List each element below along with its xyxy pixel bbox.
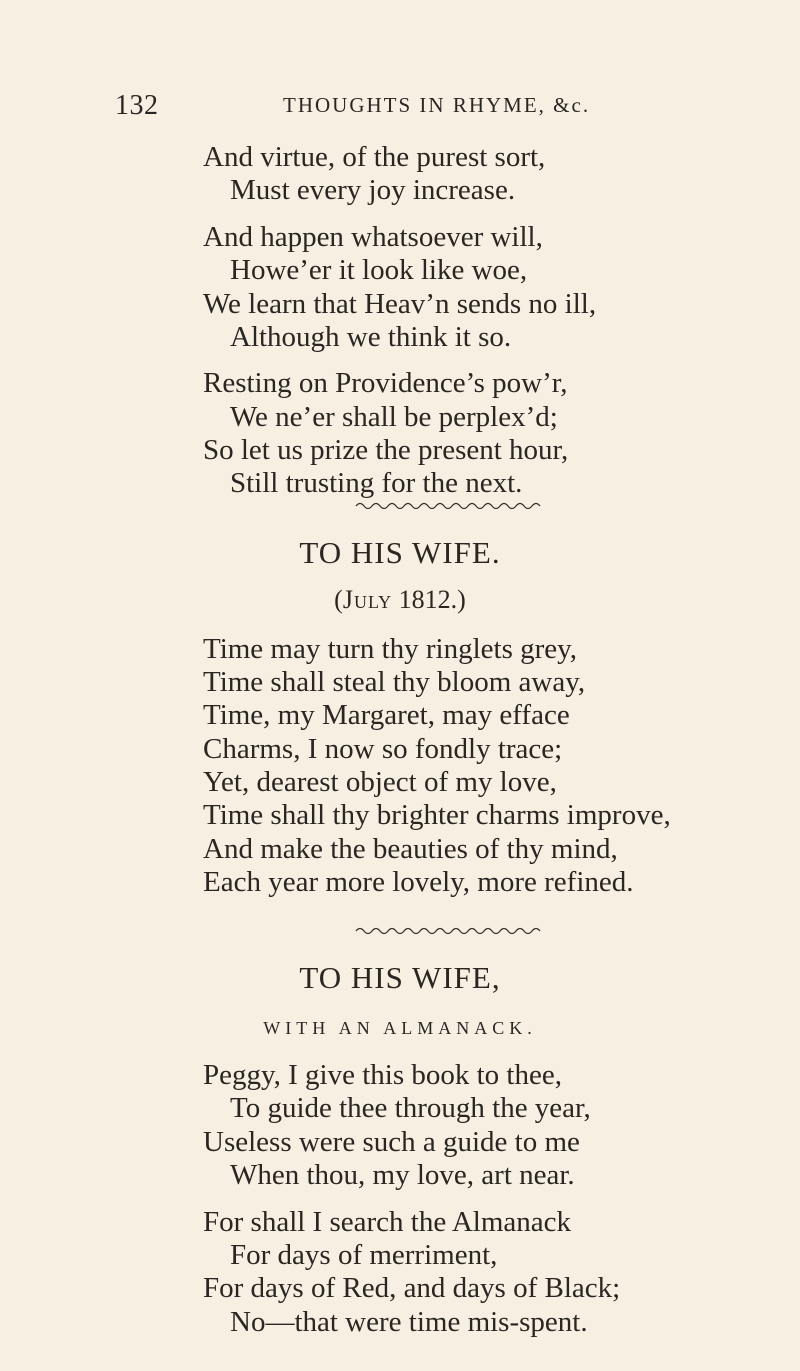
running-head: THOUGHTS IN RHYME, &c.: [283, 93, 591, 117]
verse-line: For shall I search the Almanack: [203, 1206, 572, 1238]
wavy-divider: [354, 500, 544, 512]
date-rest: 1812.): [392, 585, 466, 614]
verse-line: Time shall steal thy bloom away,: [203, 666, 586, 698]
page-number: 132: [115, 90, 159, 121]
verse-line: Resting on Providence’s pow’r,: [203, 367, 568, 399]
verse-line: And happen whatsoever will,: [203, 221, 543, 253]
verse-line: We ne’er shall be perplex’d;: [230, 401, 558, 433]
verse-line: Yet, dearest object of my love,: [203, 766, 557, 798]
verse-line: No—that were time mis-spent.: [230, 1306, 588, 1338]
verse-line: Howe’er it look like woe,: [230, 254, 528, 286]
verse-line: And virtue, of the purest sort,: [203, 141, 546, 173]
verse-line: To guide thee through the year,: [230, 1092, 591, 1124]
verse-line: Still trusting for the next.: [230, 467, 523, 499]
verse-line: Useless were such a guide to me: [203, 1126, 580, 1158]
verse-line: For days of merriment,: [230, 1239, 498, 1271]
verse-line: Each year more lovely, more refined.: [203, 866, 634, 898]
verse-line: And make the beauties of thy mind,: [203, 833, 618, 865]
date-open: (: [334, 585, 343, 614]
verse-line: So let us prize the present hour,: [203, 434, 569, 466]
verse-line: Must every joy increase.: [230, 174, 516, 206]
verse-line: For days of Red, and days of Black;: [203, 1272, 621, 1304]
verse-line: Charms, I now so fondly trace;: [203, 733, 563, 765]
date-month: July: [342, 585, 393, 614]
verse-line: We learn that Heav’n sends no ill,: [203, 288, 597, 320]
verse-line: Peggy, I give this book to thee,: [203, 1059, 562, 1091]
poem-title: TO HIS WIFE.: [299, 535, 501, 570]
verse-line: Time shall thy brighter charms improve,: [203, 799, 671, 831]
poem-date: [0, 585, 800, 615]
wavy-divider: [354, 925, 550, 937]
poem-title: TO HIS WIFE,: [299, 960, 501, 995]
page-header: [0, 90, 800, 126]
poem-subtitle: WITH AN ALMANACK.: [263, 1018, 537, 1038]
verse-line: Although we think it so.: [230, 321, 512, 353]
verse-line: Time, my Margaret, may efface: [203, 699, 570, 731]
verse-line: Time may turn thy ringlets grey,: [203, 633, 578, 665]
verse-line: When thou, my love, art near.: [230, 1159, 575, 1191]
